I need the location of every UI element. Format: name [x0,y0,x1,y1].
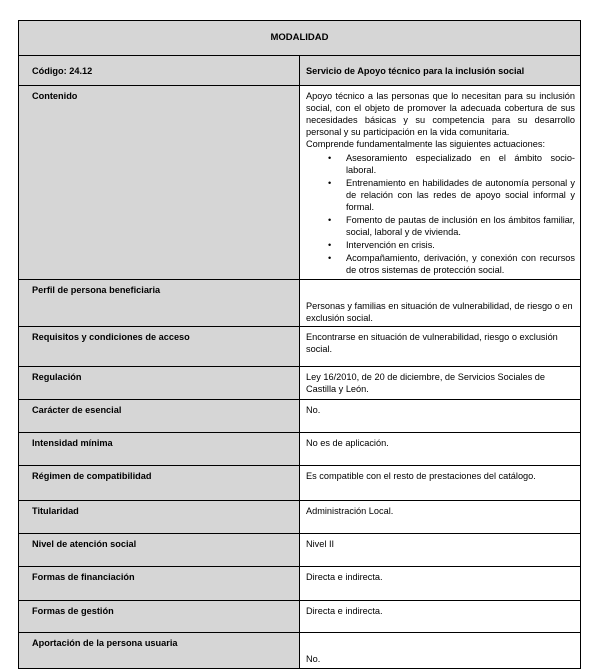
bullet-icon: • [328,253,332,263]
row-value: No es de aplicación. [300,433,581,466]
contenido-row [19,86,581,280]
row-value: Encontrarse en situación de vulnerabilidad, riesgo o exclusión social. [300,327,581,367]
table-row [19,534,581,567]
table-row [19,601,581,633]
row-label: Perfil de persona beneficiaria [19,280,300,327]
row-label: Formas de financiación [19,567,300,601]
list-item-text: Fomento de pautas de inclusión en los ámbitos familiar, social, laboral y de vivienda. [346,215,575,237]
document-sheet [18,20,581,669]
list-item [306,152,575,176]
row-value-text: No. [306,654,321,664]
table-row [19,433,581,466]
list-item-text: Asesoramiento especializado en el ámbito socio-laboral. [346,153,575,175]
table-row [19,367,581,400]
row-value: Es compatible con el resto de prestaciones del catálogo. [300,466,581,501]
row-value: Directa e indirecta. [300,601,581,633]
table-row [19,400,581,433]
row-label: Aportación de la persona usuaria [19,633,300,669]
table-row [19,567,581,601]
table-row [19,501,581,534]
list-item-text: Intervención en crisis. [346,240,435,250]
row-value: Nivel II [300,534,581,567]
row-value: Ley 16/2010, de 20 de diciembre, de Servicios Sociales de Castilla y León. [300,367,581,400]
bullet-icon: • [328,215,332,225]
bullet-icon: • [328,153,332,163]
table-row [19,280,581,327]
code-row [19,56,581,86]
actions-list [306,152,575,276]
code-label: Código: 24.12 [19,56,300,86]
row-value: Directa e indirecta. [300,567,581,601]
list-item [306,252,575,276]
modality-table [18,20,581,669]
row-label: Formas de gestión [19,601,300,633]
row-label: Regulación [19,367,300,400]
table-row [19,327,581,367]
contenido-intro: Apoyo técnico a las personas que lo necesitan para su inclusión social, con el objeto de promover la adecuada cobertura de sus necesidades básicas y su competencia para su desarrollo personal y su participación en la vida comunitaria. [306,91,575,137]
row-label: Intensidad mínima [19,433,300,466]
row-label: Régimen de compatibilidad [19,466,300,501]
row-value-text: Personas y familias en situación de vulnerabilidad, de riesgo o en exclusión social. [306,301,573,323]
row-value [300,280,581,327]
list-item-text: Entrenamiento en habilidades de autonomía personal y de relación con las redes de apoyo social informal y formal. [346,178,575,212]
list-item [306,239,575,251]
row-label: Titularidad [19,501,300,534]
row-label: Carácter de esencial [19,400,300,433]
bullet-icon: • [328,240,332,250]
header-title: MODALIDAD [19,21,581,56]
contenido-cell [300,86,581,280]
list-item [306,177,575,213]
contenido-lead: Comprende fundamentalmente las siguientes actuaciones: [306,139,546,149]
row-value: Administración Local. [300,501,581,534]
header-row [19,21,581,56]
service-name: Servicio de Apoyo técnico para la inclusión social [300,56,581,86]
bullet-icon: • [328,178,332,188]
list-item [306,214,575,238]
row-label: Requisitos y condiciones de acceso [19,327,300,367]
row-label: Nivel de atención social [19,534,300,567]
list-item-text: Acompañamiento, derivación, y conexión con recursos de otros sistemas de protección social. [346,253,575,275]
row-value: No. [300,400,581,433]
table-row [19,466,581,501]
contenido-label: Contenido [19,86,300,280]
